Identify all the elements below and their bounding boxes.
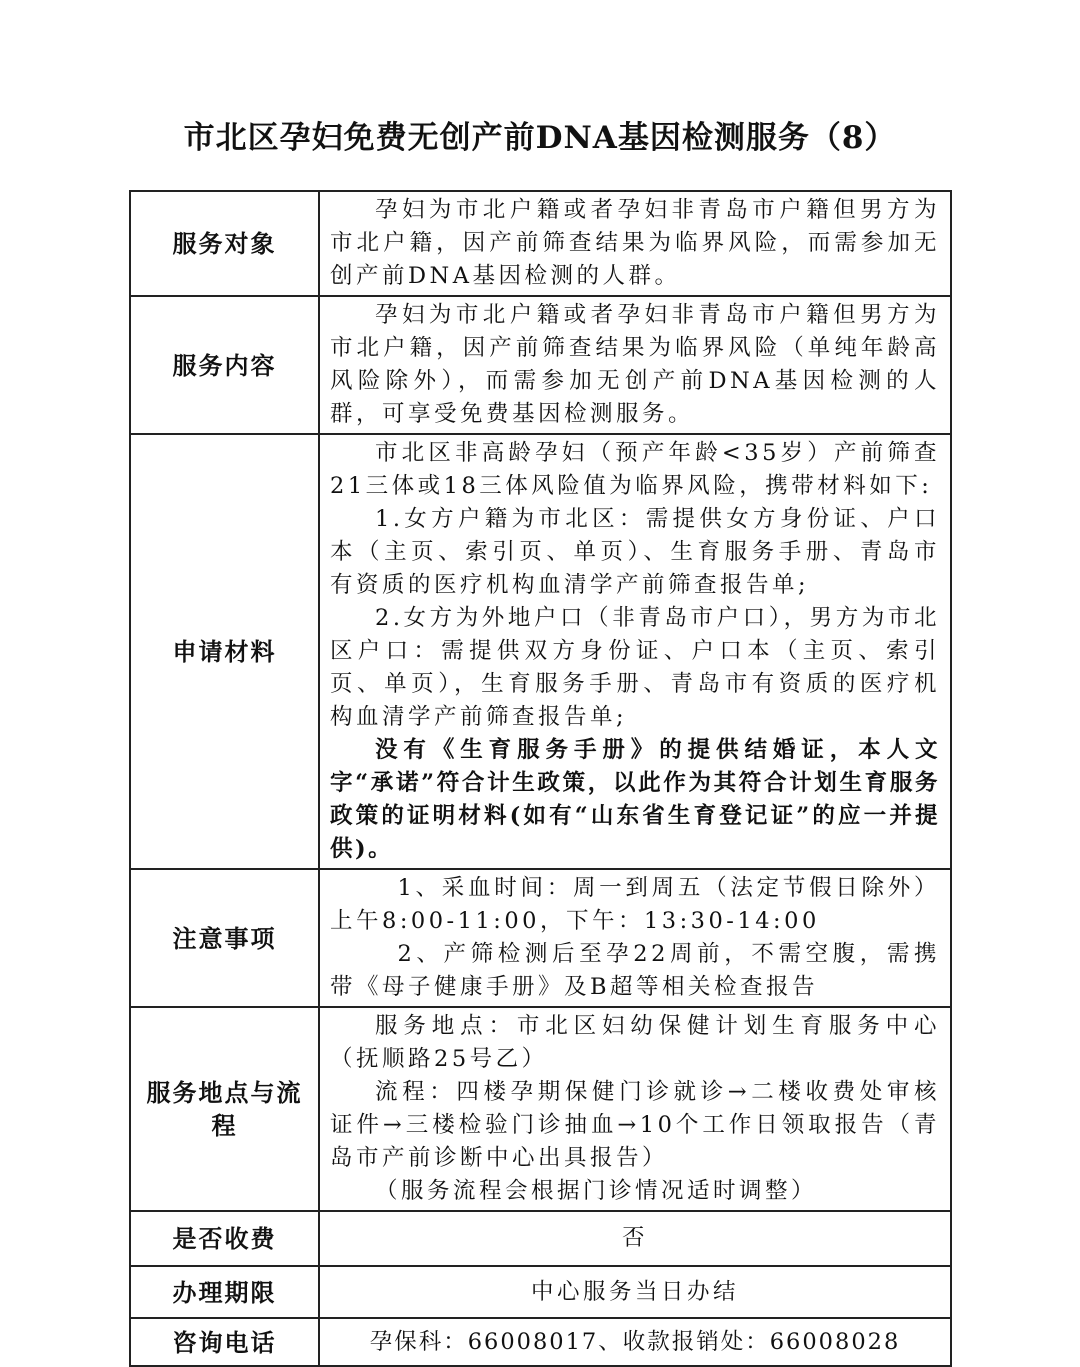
row-label: 咨询电话 [130,1318,319,1366]
row-label: 注意事项 [130,869,319,1007]
paragraph: 服务地点：市北区妇幼保健计划生育服务中心（抚顺路25号乙） [330,1013,940,1072]
paragraph: 1.女方户籍为市北区：需提供女方身份证、户口本（主页、索引页、单页）、生育服务手册、青岛市有资质的医疗机构血清学产前筛查报告单; [330,506,940,598]
row-content [319,191,951,296]
paragraph: 孕妇为市北户籍或者孕妇非青岛市户籍但男方为市北户籍，因产前筛查结果为临界风险（单纯年龄高风险除外），而需参加无创产前DNA基因检测的人群，可享受免费基因检测服务。 [330,302,940,427]
service-table [129,190,952,1367]
row-label [130,1007,319,1211]
paragraph: （服务流程会根据门诊情况适时调整） [375,1178,818,1204]
paragraph: 孕妇为市北户籍或者孕妇非青岛市户籍但男方为市北户籍，因产前筛查结果为临界风险，而需参加无创产前DNA基因检测的人群。 [330,197,940,289]
row-label: 办理期限 [130,1266,319,1318]
row-label: 申请材料 [130,434,319,869]
row-value: 孕保科：66008017、收款报销处：66008028 [319,1318,951,1366]
table-row [130,1318,951,1366]
table-row [130,1007,951,1211]
table-row [130,434,951,869]
row-label: 是否收费 [130,1211,319,1266]
table-row [130,1266,951,1318]
table-row [130,296,951,434]
row-content [319,1007,951,1211]
row-value: 否 [319,1211,951,1266]
row-label-text: 服务地点与流程 [146,1078,303,1140]
paragraph: 2.女方为外地户口（非青岛市户口），男方为市北区户口：需提供双方身份证、户口本（主页、索引页、单页），生育服务手册、青岛市有资质的医疗机构血清学产前筛查报告单; [330,605,940,730]
table-row [130,869,951,1007]
row-content [319,869,951,1007]
table-row [130,191,951,296]
row-label: 服务内容 [130,296,319,434]
row-label: 服务对象 [130,191,319,296]
table-row [130,1211,951,1266]
row-content [319,434,951,869]
paragraph: 2、产筛检测后至孕22周前，不需空腹，需携带《母子健康手册》及B超等相关检查报告 [330,941,940,1000]
paragraph: 没有《生育服务手册》的提供结婚证，本人文字“承诺”符合计生政策，以此作为其符合计划生育服务政策的证明材料(如有“山东省生育登记证”的应一并提供)。 [330,737,940,862]
row-content [319,296,951,434]
paragraph: 市北区非高龄孕妇（预产年龄<35岁）产前筛查21三体或18三体风险值为临界风险，携带材料如下: [330,440,940,499]
paragraph: 1、采血时间：周一到周五（法定节假日除外）上午8:00-11:00，下午：13:30-14:00 [330,875,940,934]
row-value: 中心服务当日办结 [319,1266,951,1318]
paragraph: 流程：四楼孕期保健门诊就诊→二楼收费处审核证件→三楼检验门诊抽血→10个工作日领取报告（青岛市产前诊断中心出具报告） [330,1079,940,1171]
page-title: 市北区孕妇免费无创产前DNA基因检测服务（8） [183,120,897,156]
